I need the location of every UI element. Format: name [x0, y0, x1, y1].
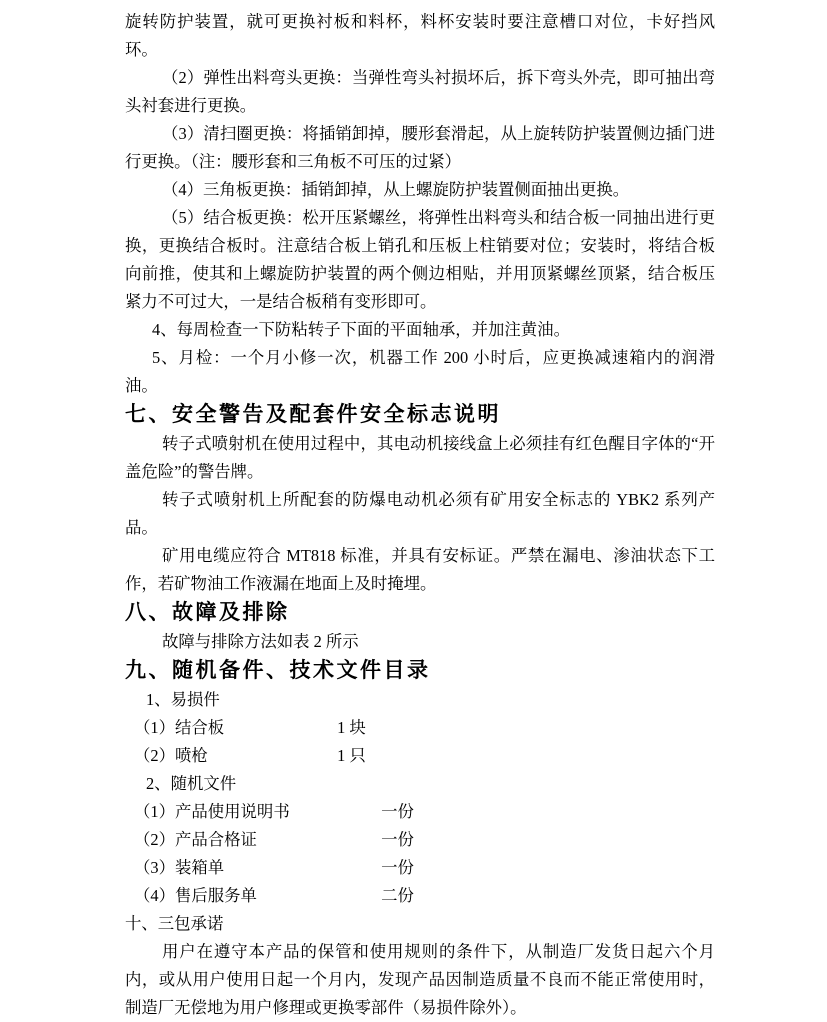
paragraph-step-sweep-ring-replace: （3）清扫圈更换：将插销卸掉，腰形套滑起，从上旋转防护装置侧边插门进行更换。（注：腰形套和三角板不可压的过紧） — [125, 124, 715, 171]
document-item-row — [125, 882, 715, 910]
spare-part-name: （2）喷枪 — [134, 746, 208, 765]
documents-group-label: 2、随机文件 — [146, 774, 237, 793]
section7-paragraph-motor-standard: 转子式喷射机上所配套的防爆电动机必须有矿用安全标志的 YBK2 系列产品。 — [125, 490, 715, 537]
document-item-row — [125, 854, 715, 882]
document-item-name: （1）产品使用说明书 — [134, 802, 290, 821]
paragraph-step-elbow-replace: （2）弹性出料弯头更换：当弹性弯头衬损坏后，拆下弯头外壳，即可抽出弯头衬套进行更换。 — [125, 68, 715, 115]
paragraph-step-triangle-plate-replace: （4）三角板更换：插销卸掉，从上螺旋防护装置侧面抽出更换。 — [162, 180, 630, 199]
document-item-name: （4）售后服务单 — [134, 886, 257, 905]
section7-paragraph-warning-sign: 转子式喷射机在使用过程中，其电动机接线盒上必须挂有红色醒目字体的“开盖危险”的警告牌。 — [125, 434, 715, 481]
document-item-qty: 一份 — [381, 802, 414, 821]
spare-part-name: （1）结合板 — [134, 718, 225, 737]
paragraph-monthly-check: 5、月检：一个月小修一次，机器工作 200 小时后，应更换减速箱内的润滑油。 — [125, 348, 715, 395]
spare-parts-group-label: 1、易损件 — [146, 690, 220, 709]
spare-part-qty: 1 块 — [337, 718, 366, 737]
paragraph-continuation: 旋转防护装置，就可更换衬板和料杯，料杯安装时要注意槽口对位，卡好挡风环。 — [125, 12, 715, 59]
section8-paragraph-fault-table-ref: 故障与排除方法如表 2 所示 — [162, 632, 359, 651]
section7-heading: 七、安全警告及配套件安全标志说明 — [125, 403, 501, 426]
section10-paragraph-warranty: 用户在遵守本产品的保管和使用规则的条件下，从制造厂发货日起六个月内，或从用户使用日起一个月内，发现产品因制造质量不良而不能正常使用时，制造厂无偿地为用户修理或更换零部件（易损件除外）。 — [125, 942, 715, 1017]
section9-heading: 九、随机备件、技术文件目录 — [125, 659, 431, 682]
document-item-qty: 一份 — [381, 858, 414, 877]
spare-part-row — [125, 742, 715, 770]
document-item-name: （3）装箱单 — [134, 858, 225, 877]
document-item-qty: 二份 — [381, 886, 414, 905]
document-item-qty: 一份 — [381, 830, 414, 849]
paragraph-step-joint-plate-replace: （5）结合板更换：松开压紧螺丝，将弹性出料弯头和结合板一同抽出进行更换，更换结合板时。注意结合板上销孔和压板上柱销要对位；安装时，将结合板向前推，使其和上螺旋防护装置的两个侧边相贴，并用顶紧螺丝顶紧，结合板压紧力不可过大，一是结合板稍有变形即可。 — [125, 208, 715, 311]
document-item-row — [125, 826, 715, 854]
section7-paragraph-cable-standard: 矿用电缆应符合 MT818 标准，并具有安标证。严禁在漏电、渗油状态下工作，若矿物油工作液漏在地面上及时掩埋。 — [125, 546, 715, 593]
paragraph-weekly-check: 4、每周检查一下防粘转子下面的平面轴承，并加注黄油。 — [152, 320, 570, 339]
spare-part-qty: 1 只 — [337, 746, 366, 765]
spare-part-row — [125, 714, 715, 742]
document-item-row — [125, 798, 715, 826]
document-item-name: （2）产品合格证 — [134, 830, 257, 849]
section10-heading: 十、三包承诺 — [125, 914, 224, 933]
section8-heading: 八、故障及排除 — [125, 601, 290, 624]
